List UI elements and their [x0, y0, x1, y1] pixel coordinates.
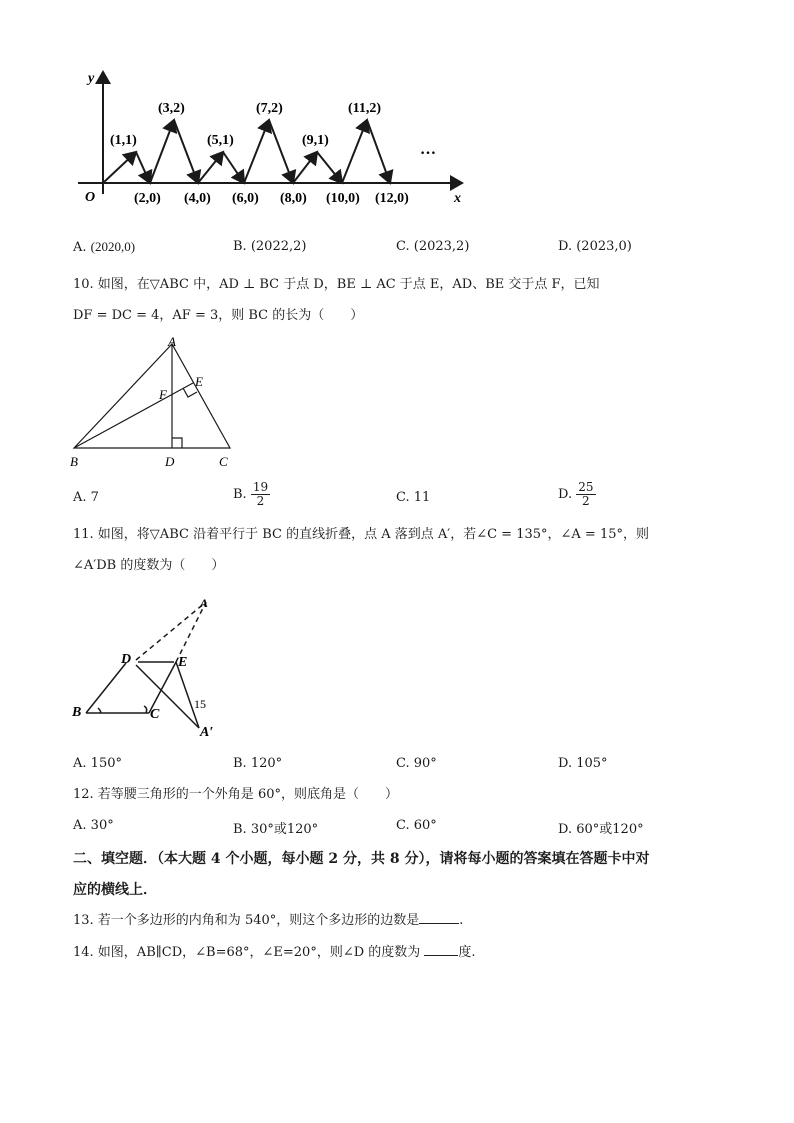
- axis-point-label-5: (10,0): [326, 191, 360, 206]
- section-2-heading-line1: 二、填空题．（本大题 4 个小题，每小题 2 分，共 8 分），请将每小题的答案填在答题卡中对: [73, 851, 650, 867]
- q9-coordinate-graph: [70, 64, 480, 214]
- q11-option-c[interactable]: C. 90°: [396, 756, 437, 771]
- q12-option-c[interactable]: C. 60°: [396, 818, 437, 833]
- label-a: A: [168, 334, 176, 349]
- continuation-ellipsis: …: [420, 141, 436, 158]
- segment-ce: [149, 662, 176, 713]
- y-axis-label: y: [88, 71, 95, 86]
- triangle-abc: [74, 344, 230, 448]
- label-b: B: [70, 454, 78, 469]
- dashed-da: [136, 602, 206, 660]
- fraction-25-2: $\frac{25}{2}$: [578, 480, 594, 508]
- axis-point-label-3: (6,0): [232, 191, 259, 206]
- q11-option-a[interactable]: A. 150°: [73, 756, 122, 771]
- section-2-heading-line2: 应的横线上．: [73, 882, 157, 898]
- q10-option-c[interactable]: C. 11: [396, 490, 431, 505]
- q12-stem: 12. 若等腰三角形的一个外角是 60°，则底角是（ ）: [73, 787, 398, 802]
- q11-option-b[interactable]: B. 120°: [233, 756, 283, 771]
- q10-stem-line1: 10. 如图，在▽ABC 中，AD ⊥ BC 于点 D，BE ⊥ AC 于点 E，AD、BE 交于点 F，已知: [73, 277, 600, 292]
- q10-option-d[interactable]: D. $\frac{25}{2}$: [558, 480, 594, 508]
- label-b: B: [72, 705, 82, 720]
- label-d: D: [165, 454, 175, 469]
- segment-da-prime: [136, 665, 199, 728]
- label-d: D: [121, 652, 132, 667]
- label-a-prime: A′: [200, 725, 214, 740]
- angle-label-15: 15: [194, 697, 206, 711]
- origin-label: O: [85, 190, 96, 205]
- q12-option-d[interactable]: D. 60°或120°: [558, 822, 644, 837]
- q11-stem-line1: 11. 如图，将▽ABC 沿着平行于 BC 的直线折叠，点 A 落到点 A′，若∠C = 135°，∠A = 15°，则: [73, 527, 649, 542]
- q9-option-a[interactable]: A. (2020,0): [73, 239, 136, 255]
- q13-stem: 13. 若一个多边形的内角和为 540°，则这个多边形的边数是 .: [73, 913, 464, 928]
- q12-option-a[interactable]: A. 30°: [73, 818, 114, 833]
- q14-answer-blank[interactable]: [424, 943, 458, 956]
- segment-ea-prime: [176, 662, 199, 728]
- label-e: E: [195, 374, 203, 389]
- axis-point-label-1: (2,0): [134, 191, 161, 206]
- q14-stem: 14. 如图，AB∥CD，∠B=68°，∠E=20°，则∠D 的度数为 度.: [73, 945, 476, 960]
- fraction-19-2: $\frac{19}{2}$: [252, 480, 269, 508]
- q12-option-b[interactable]: B. 30°或120°: [233, 822, 319, 837]
- label-f: F: [159, 387, 167, 402]
- zigzag-path: [103, 120, 390, 183]
- q11-option-d[interactable]: D. 105°: [558, 756, 608, 771]
- peak-label-2: (3,2): [158, 101, 185, 116]
- peak-label-6: (11,2): [348, 101, 382, 116]
- label-a: A: [200, 596, 209, 610]
- q10-option-b[interactable]: B. $\frac{19}{2}$: [233, 480, 269, 508]
- label-c: C: [150, 707, 160, 722]
- peak-label-5: (9,1): [302, 133, 329, 148]
- q11-stem-line2: ∠A′DB 的度数为（ ）: [73, 558, 225, 573]
- axis-point-label-4: (8,0): [280, 191, 307, 206]
- q13-answer-blank[interactable]: [419, 911, 459, 924]
- axis-point-label-6: (12,0): [375, 191, 409, 206]
- q9-option-c[interactable]: C. (2023,2): [396, 239, 470, 254]
- peak-label-4: (7,2): [256, 101, 283, 116]
- dashed-ea: [176, 602, 206, 662]
- label-e: E: [178, 655, 188, 670]
- segment-bd: [86, 663, 126, 713]
- q11-fold-figure: [66, 590, 236, 742]
- angle-arc-c: [144, 706, 147, 713]
- label-c: C: [219, 454, 228, 469]
- q10-stem-line2: DF = DC = 4，AF = 3，则 BC 的长为（ ）: [73, 308, 364, 323]
- right-angle-d: [172, 438, 182, 448]
- q10-option-a[interactable]: A. 7: [73, 490, 99, 505]
- peak-label-3: (5,1): [207, 133, 234, 148]
- peak-label-1: (1,1): [110, 133, 137, 148]
- x-axis-label: x: [454, 191, 461, 206]
- q10-triangle-figure: [64, 334, 244, 474]
- right-angle-e: [183, 388, 197, 397]
- axis-point-label-2: (4,0): [184, 191, 211, 206]
- q9-option-b[interactable]: B. (2022,2): [233, 239, 307, 254]
- q9-option-d[interactable]: D. (2023,0): [558, 239, 632, 254]
